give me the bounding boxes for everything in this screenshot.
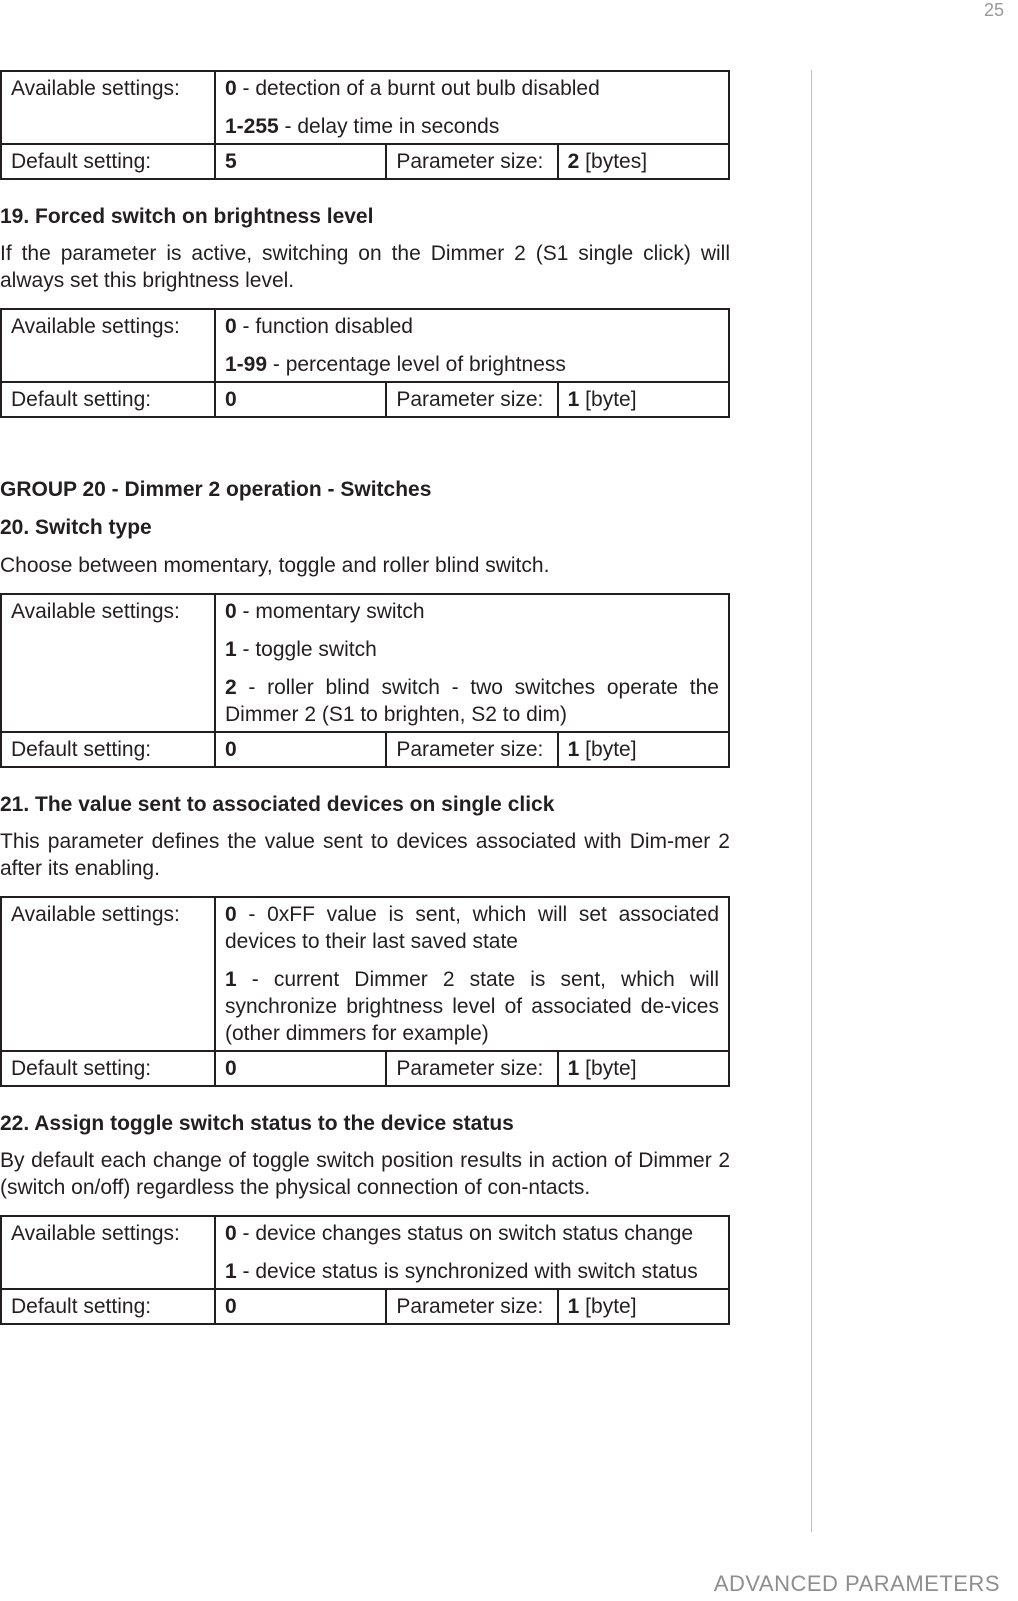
default-setting-value: 0 <box>215 1051 386 1086</box>
available-settings-options <box>215 1216 729 1289</box>
default-setting-value: 0 <box>215 1289 386 1324</box>
option: 0 - 0xFF value is sent, which will set associated devices to their last saved state <box>225 903 719 953</box>
option: 1-99 - percentage level of brightness <box>225 353 566 376</box>
parameter-size-label: Parameter size: <box>386 1289 557 1324</box>
page-number: 25 <box>983 0 1004 20</box>
option: 1 - current Dimmer 2 state is sent, which will synchronize brightness level of associated de-vices (other dimmers for example) <box>225 968 719 1045</box>
default-setting-value: 5 <box>215 144 386 179</box>
param20-description: Choose between momentary, toggle and roller blind switch. <box>0 554 550 577</box>
section-footer: ADVANCED PARAMETERS <box>713 1571 1000 1596</box>
param19-title: 19. Forced switch on brightness level <box>0 205 374 228</box>
default-setting-value: 0 <box>215 732 386 767</box>
default-setting-label: Default setting: <box>1 144 215 179</box>
available-settings-label: Available settings: <box>1 594 215 732</box>
parameter-size-label: Parameter size: <box>386 382 557 417</box>
available-settings-label: Available settings: <box>1 897 215 1051</box>
default-setting-label: Default setting: <box>1 382 215 417</box>
parameter-size-label: Parameter size: <box>386 1051 557 1086</box>
option: 0 - device changes status on switch status change <box>225 1222 694 1245</box>
param19-description: If the parameter is active, switching on the Dimmer 2 (S1 single click) will always set this brightness level. <box>0 242 730 292</box>
parameter-size-value: 1 [byte] <box>558 732 729 767</box>
parameter-size-value: 2 [bytes] <box>558 144 729 179</box>
available-settings-options <box>215 309 729 382</box>
parameter-size-value: 1 [byte] <box>558 1289 729 1324</box>
available-settings-label: Available settings: <box>1 309 215 382</box>
option: 1 - device status is synchronized with switch status <box>225 1260 698 1283</box>
margin-divider <box>811 70 812 1532</box>
option: 0 - detection of a burnt out bulb disabled <box>225 77 600 100</box>
parameter-size-label: Parameter size: <box>386 732 557 767</box>
parameter-size-label: Parameter size: <box>386 144 557 179</box>
param20-title: 20. Switch type <box>0 516 152 539</box>
default-setting-label: Default setting: <box>1 1051 215 1086</box>
parameter-size-value: 1 [byte] <box>558 1051 729 1086</box>
available-settings-options <box>215 897 729 1051</box>
param18-table <box>0 70 730 180</box>
available-settings-options <box>215 594 729 732</box>
option: 2 - roller blind switch - two switches operate the Dimmer 2 (S1 to brighten, S2 to dim) <box>225 676 719 726</box>
available-settings-options <box>215 71 729 144</box>
available-settings-label: Available settings: <box>1 1216 215 1289</box>
param21-table <box>0 896 730 1087</box>
param22-title: 22. Assign toggle switch status to the device status <box>0 1112 514 1135</box>
option: 1 - toggle switch <box>225 638 377 661</box>
option: 1-255 - delay time in seconds <box>225 115 500 138</box>
default-setting-label: Default setting: <box>1 1289 215 1324</box>
option: 0 - momentary switch <box>225 600 425 623</box>
available-settings-label: Available settings: <box>1 71 215 144</box>
group20-title: GROUP 20 - Dimmer 2 operation - Switches <box>0 478 432 501</box>
param21-description: This parameter defines the value sent to devices associated with Dim-mer 2 after its enabling. <box>0 830 730 880</box>
default-setting-label: Default setting: <box>1 732 215 767</box>
parameter-size-value: 1 [byte] <box>558 382 729 417</box>
default-setting-value: 0 <box>215 382 386 417</box>
page-content <box>0 70 730 1325</box>
option: 0 - function disabled <box>225 315 413 338</box>
param22-table <box>0 1215 730 1325</box>
param20-table <box>0 593 730 768</box>
param21-title: 21. The value sent to associated devices on single click <box>0 793 555 816</box>
param19-table <box>0 308 730 418</box>
param22-description: By default each change of toggle switch position results in action of Dimmer 2 (switch on/off) regardless the physical connection of con-ntacts. <box>0 1149 730 1199</box>
